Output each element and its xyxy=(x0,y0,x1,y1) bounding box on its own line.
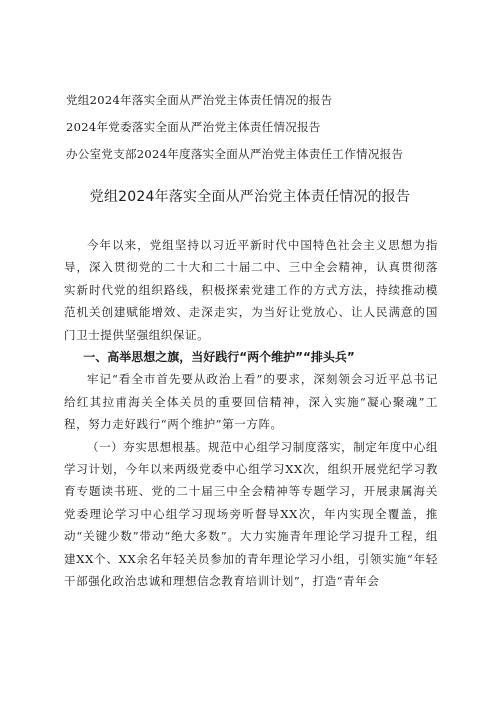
document-body xyxy=(64,234,438,593)
section-paragraph: 牢记“看全市首先要从政治上看”的要求，深刻领会习近平总书记给红其拉甫海关全体关员的重要回信精神，深入实施“凝心聚魂”工程，努力走好践行“两个维护”第一方阵。 xyxy=(64,372,438,432)
toc-item: 2024年党委落实全面从严治党主体责任情况报告 xyxy=(66,120,321,134)
toc-item: 办公室党支部2024年度落实全面从严治党主体责任工作情况报告 xyxy=(66,147,404,161)
document-title: 党组2024年落实全面从严治党主体责任情况的报告 xyxy=(89,189,411,205)
section-heading: 一、高举思想之旗，当好践行“两个维护”“排头兵” xyxy=(83,350,355,365)
table-of-contents xyxy=(66,93,476,174)
intro-paragraph: 今年以来，党组坚持以习近平新时代中国特色社会主义思想为指导，深入贯彻党的二十大和二十届二中、三中全会精神，认真贯彻落实新时代党的组织路线，积极探索党建工作的方式方法，持续推动模范机关创建赋能增效、走深走实，为当好让党放心、让人民满意的国门卫士提供坚强组织保证。 xyxy=(64,238,438,342)
subsection-paragraph: （一）夯实思想根基。规范中心组学习制度落实，制定年度中心组学习计划，今年以来两级党委中心组学习XX次，组织开展党纪学习教育专题读书班、党的二十届三中全会精神等专题学习，开展隶属海关党委理论学习中心组学习现场旁听督导XX次，年内实现全覆盖，推动“关键少数”带动“绝大多数”。大力实施青年理论学习提升工程，组建XX个、XX余名年轻关员参加的青年理论学习小组，引领实施“年轻干部强化政治忠诚和理想信念教育培训计划”，打造“青年会 xyxy=(64,439,438,589)
toc-item: 党组2024年落实全面从严治党主体责任情况的报告 xyxy=(66,93,333,107)
